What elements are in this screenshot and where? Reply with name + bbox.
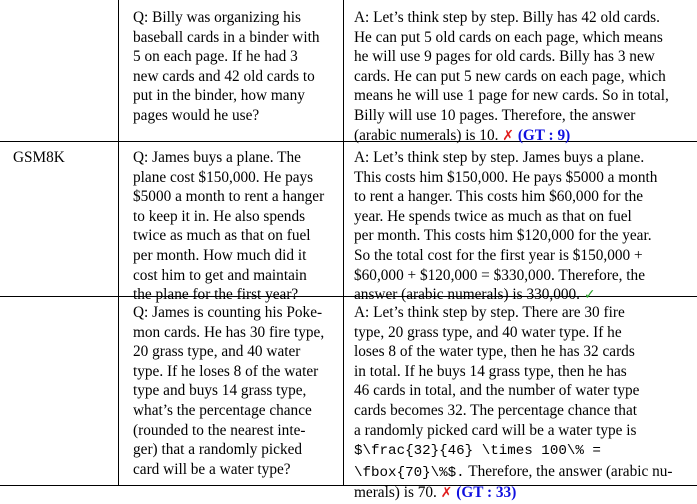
answer-line: in total. If he buys 14 grass type, then he has [354,362,627,380]
answer-cell [354,8,686,146]
answer-line: A: Let’s think step by step. James buys a plane. [354,149,645,166]
question-line: type. If he loses 8 of the water [133,362,319,380]
answer-line-text: Therefore, the answer (arabic nu- [464,462,673,480]
column-divider-left [118,0,119,486]
question-line: per month. How much did it [133,246,307,264]
answer-line [354,126,686,147]
question-line: the plane for the first year? [133,286,299,304]
answer-line: per month. This costs him $120,000 for the year. [354,227,652,245]
question-line: mon cards. He has 30 fire type, [133,323,325,341]
question-line: type and buys 14 grass type, [133,382,307,400]
question-line: put in the binder, how many [133,87,305,105]
answer-line: to rent a hanger. This costs him $60,000 for the [354,188,644,206]
question-line: card will be a water type? [133,460,291,478]
answer-line: year. He spends twice as much as that on fuel [354,207,632,225]
question-line: $5000 a month to rent a hanger [133,188,325,206]
question-line: new cards and 42 old cards to [133,67,315,85]
answer-line: loses 8 of the water type, then he has 32 cards [354,343,635,361]
latex-code: $\frac{32}{46} \times 100\% = [354,443,601,460]
question-line: to keep it in. He also spends [133,207,306,225]
answer-line-text: (arabic numerals) is 10. [354,126,499,144]
answer-cell [354,303,686,504]
question-line: baseball cards in a binder with [133,28,320,46]
answer-line: This costs him $150,000. He pays $5000 a month [354,168,658,186]
answer-line: he will use 9 pages for old cards. Billy has 3 new [354,48,655,66]
incorrect-mark-icon: ✗ [440,485,453,502]
answer-line: Billy will use 10 pages. Therefore, the answer [354,106,636,124]
ground-truth: (GT : 33) [456,484,517,502]
correct-mark-icon: ✓ [583,287,596,304]
column-divider-right [343,0,344,486]
question-line: what’s the percentage chance [133,401,312,419]
question-line: pages would he use? [133,106,260,124]
question-line: 5 on each page. If he had 3 [133,48,298,66]
question-line: plane cost $150,000. He pays [133,168,314,186]
answer-cell [354,148,686,306]
question-line: Q: James buys a plane. The [133,149,301,166]
latex-code: \fbox{70}\%$. [354,464,465,481]
question-cell [133,8,333,126]
incorrect-mark-icon: ✗ [502,127,514,144]
question-line: twice as much as that on fuel [133,227,311,245]
answer-line: $60,000 + $120,000 = $330,000. Therefore, the [354,266,645,284]
question-line: ger) that a randomly picked [133,441,303,459]
answer-line [354,440,686,462]
dataset-label: GSM8K [13,149,65,166]
question-line: Q: Billy was organizing his [133,9,301,26]
question-cell [133,303,333,479]
answer-line: cards. He can put 5 new cards on each page, which [354,67,666,85]
answer-line: cards becomes 32. The percentage chance that [354,401,637,419]
answer-line [354,483,686,504]
question-line: 20 grass type, and 40 water [133,343,301,361]
answer-line-text: answer (arabic numerals) is 330,000. [354,286,580,304]
answer-line: a randomly picked card will be a water type is [354,421,637,439]
answer-line-text: merals) is 70. [354,484,437,502]
answer-line [354,462,686,484]
answer-line: He can put 5 old cards on each page, which means [354,28,663,46]
answer-line: A: Let’s think step by step. Billy has 42 old cards. [354,9,660,26]
answer-line: 46 cards in total, and the number of water type [354,382,640,400]
answer-line: A: Let’s think step by step. There are 30 fire [354,304,625,321]
question-line: cost him to get and maintain [133,266,307,284]
answer-line: means he will use 1 page for new cards. So in total, [354,87,669,105]
answer-line: So the total cost for the first year is $150,000 + [354,246,643,264]
question-line: Q: James is counting his Poke- [133,304,323,321]
ground-truth: (GT : 9) [517,126,571,144]
answer-line: type, 20 grass type, and 40 water type. If he [354,323,622,341]
question-cell [133,148,333,305]
question-line: (rounded to the nearest inte- [133,421,306,439]
